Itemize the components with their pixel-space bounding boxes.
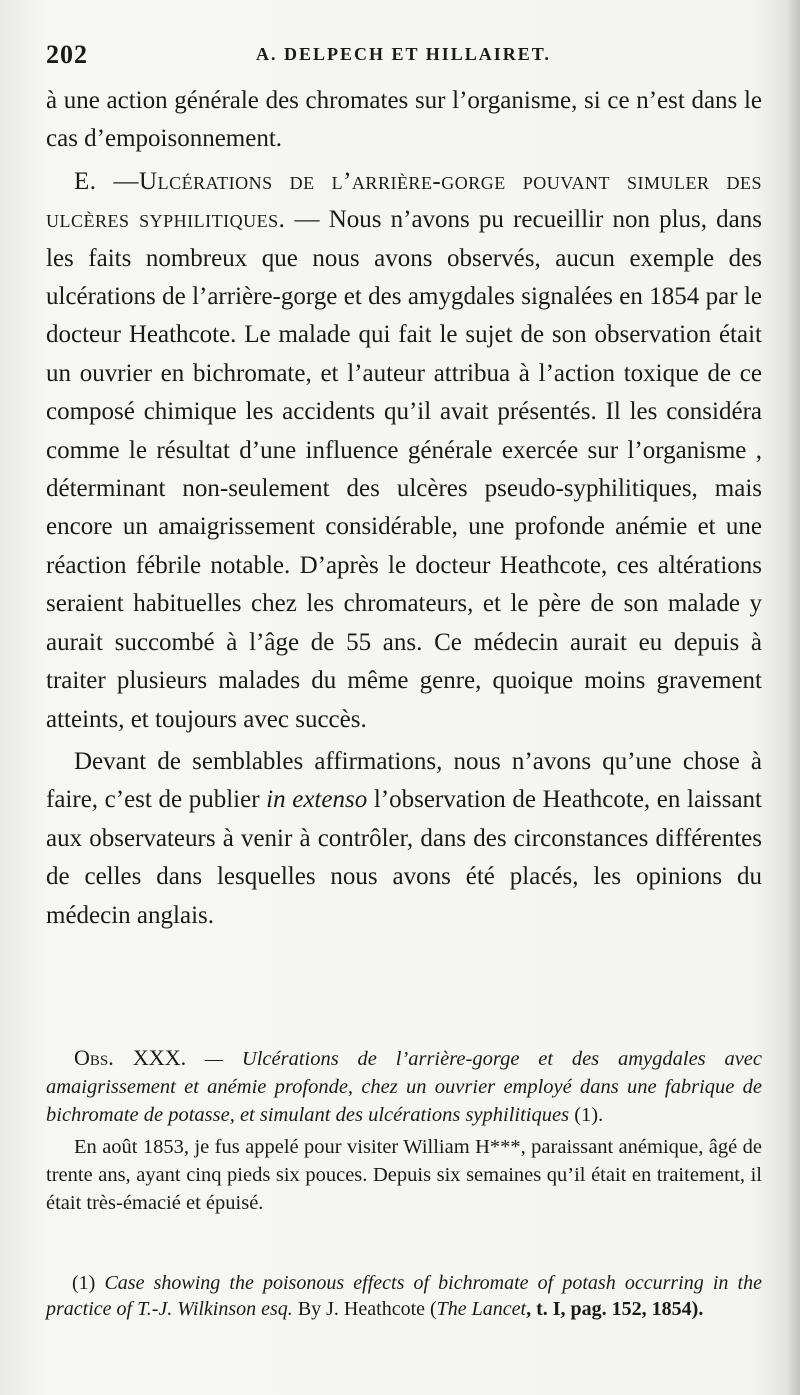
observation-block — [46, 1044, 762, 1217]
footnote-reference: , t. I, pag. 152, 1854). — [526, 1298, 704, 1320]
footnote — [46, 1270, 762, 1322]
section-e-heading: E. —Ulcérations de l’arrière-gorge pouvant simuler des ulcères syphilitiques. — [46, 167, 762, 234]
observation-text: En août 1853, je fus appelé pour visiter William H***, paraissant anémique, âgé de trente ans, ayant cinq pieds six pouces. Depuis six semaines qu’il était en traitement, il était très-émacié et épuisé. — [46, 1136, 762, 1214]
conclusion-text-start: Devant de semblables affirmations, nous n’avons qu’une chose à faire, c’est de publier — [46, 747, 762, 814]
section-e-text: — Nous n’avons pu recueillir non plus, dans les faits nombreux que nous avons observés, aucun exemple des ulcérations de l’arrière-gorge et des amygdales signalées en 1854 par le docteur Heathcote. Le malade qui fait le sujet de son observation était un ouvrier en bichromate, et l’auteur attribua à l’action toxique de ce composé chimique les accidents qu’il avait présentés. Il les considéra comme le résultat d’une influence générale exercée sur l’organisme , déterminant non-seulement des ulcères pseudo-syphilitiques, mais encore un amaigrissement considérable, une profonde anémie et une réaction fébrile notable. D’après le docteur Heathcote, ces altérations seraient habituelles chez les chromateurs, et le père de son malade y aurait succombé à l’âge de 55 ans. Ce médecin aurait eu depuis à traiter plusieurs malades du même genre, quoique moins gravement atteints, et toujours avec succès. — [46, 206, 762, 733]
conclusion-italic: in extenso — [266, 786, 368, 814]
footnote-author: By J. Heathcote ( — [292, 1298, 437, 1320]
paragraph-section-e — [46, 163, 762, 739]
footnote-title: Case showing the poisonous effects of bichromate of potash occurring in the practice of T.-J. Wilkinson esq. — [46, 1272, 762, 1320]
observation-heading — [46, 1044, 762, 1129]
page-number: 202 — [46, 40, 88, 69]
observation-title: — Ulcérations de l’arrière-gorge et des amygdales avec amaigrissement et anémie profonde, chez un ouvrier employé dans une fabrique de bichromate de potasse, et simulant des ulcérations syphilitiques — [46, 1048, 762, 1126]
observation-label: Obs. XXX. — [74, 1045, 187, 1070]
conclusion-text-end: l’observation de Heathcote, en laissant aux observateurs à venir à contrôler, dans des circonstances différentes de celles dans lesquelles nous avons été placés, les opinions du médecin anglais. — [46, 786, 763, 929]
footnote-marker: (1) — [72, 1272, 105, 1294]
main-text — [46, 82, 762, 935]
footnote-text — [46, 1270, 762, 1322]
paragraph-conclusion — [46, 743, 762, 935]
page-edge-shadow — [786, 0, 800, 1395]
page-header — [46, 40, 766, 76]
running-head: A. DELPECH ET HILLAIRET. — [256, 44, 551, 64]
observation-note-ref: (1). — [569, 1104, 604, 1126]
paragraph-continuation: à une action générale des chromates sur l’organisme, si ce n’est dans le cas d’empoisonnement. — [46, 87, 762, 153]
footnote-journal: The Lancet — [436, 1298, 527, 1320]
